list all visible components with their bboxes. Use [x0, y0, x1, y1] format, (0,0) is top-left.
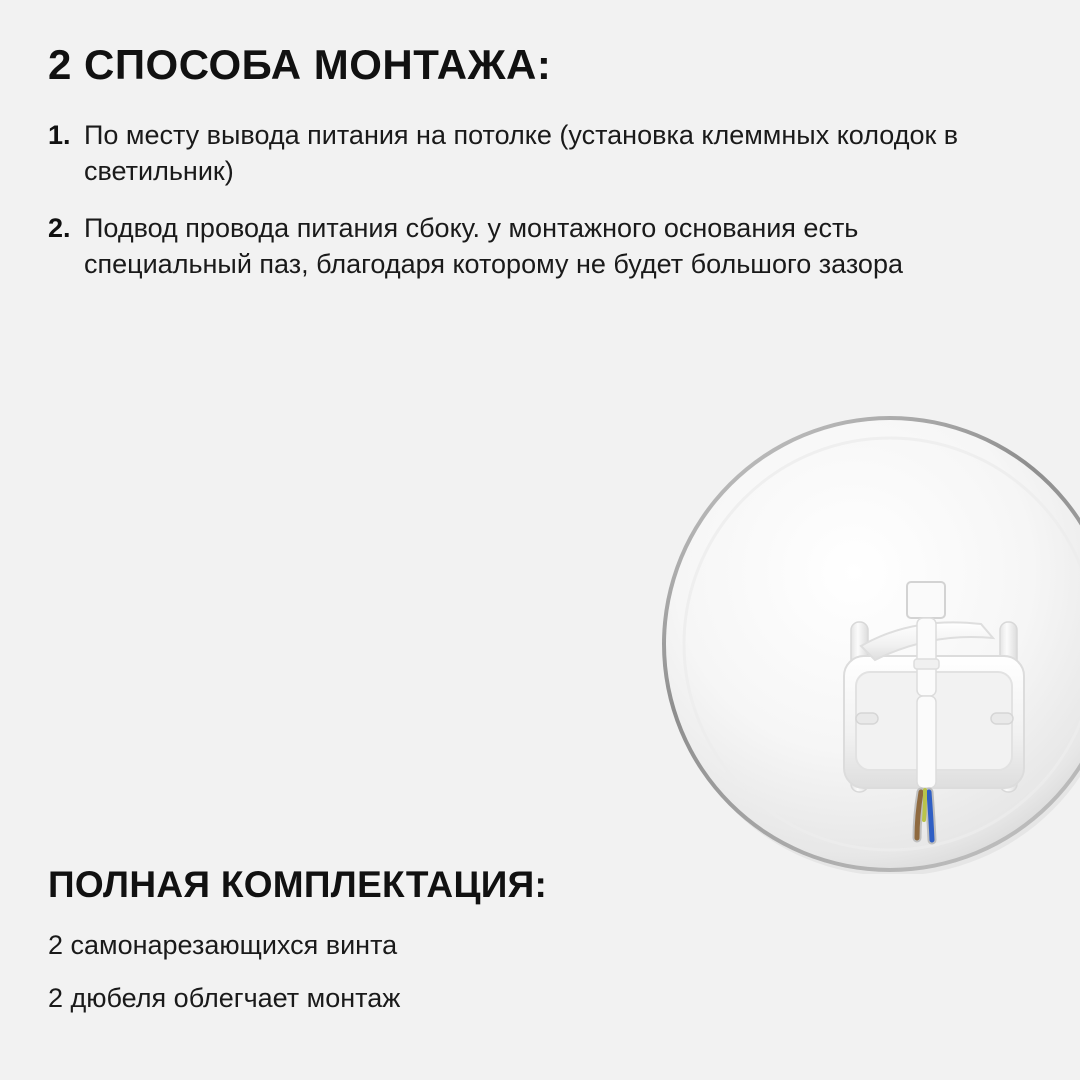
mounting-item-text: По месту вывода питания на потолке (установка клеммных колодок в светильник): [84, 120, 959, 186]
list-item: 2 дюбеля облегчает монтаж: [48, 983, 401, 1013]
mounting-method-list: [48, 118, 1008, 283]
mounting-item-number: 1.: [48, 120, 71, 151]
kit-list: [48, 932, 748, 1012]
list-item: [48, 118, 1008, 189]
mounting-item-text: Подвод провода питания сбоку. у монтажного основания есть специальный паз, благодаря которому не будет большого зазора: [84, 213, 903, 280]
kit-heading: ПОЛНАЯ КОМПЛЕКТАЦИЯ:: [48, 864, 548, 905]
mounting-item-number: 2.: [48, 213, 71, 244]
kit-section: [48, 864, 748, 1012]
list-item: [48, 211, 1008, 282]
mounting-section: [48, 42, 1008, 305]
mounting-heading: 2 СПОСОБА МОНТАЖА:: [48, 41, 552, 88]
product-photo: [655, 404, 1080, 874]
list-item: 2 самонарезающихся винта: [48, 930, 398, 960]
ceiling-lamp-illustration: [655, 404, 1080, 874]
